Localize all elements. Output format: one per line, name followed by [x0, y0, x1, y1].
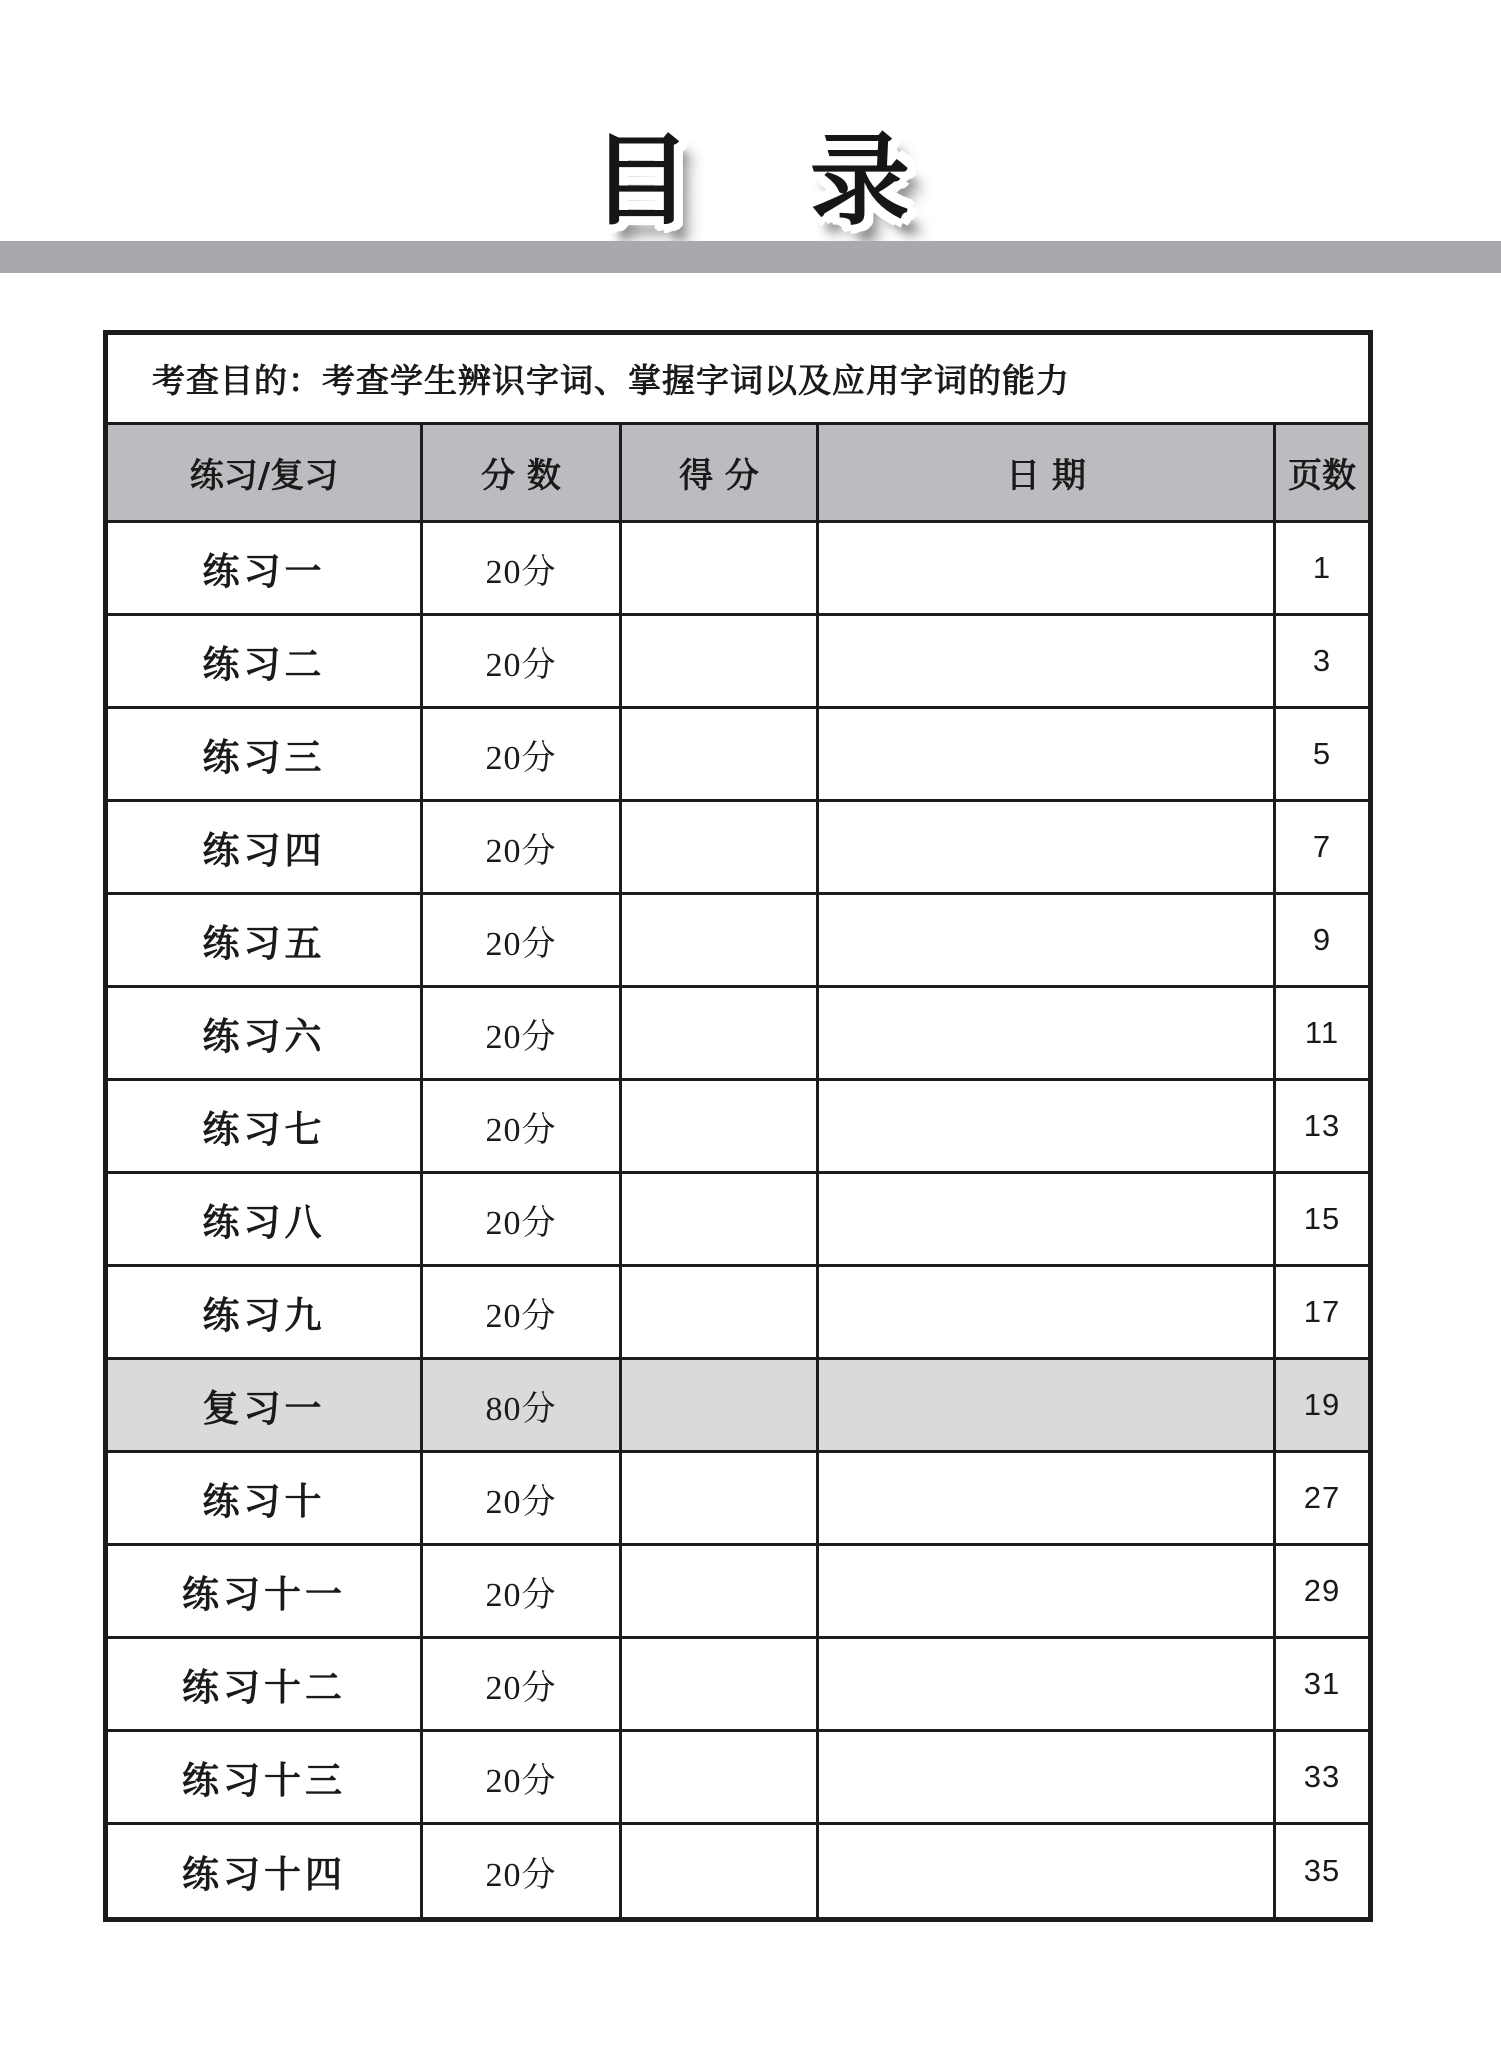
- score-value: 20分: [423, 1174, 622, 1264]
- date-blank: [819, 1081, 1276, 1171]
- exercise-name: 练习三: [108, 709, 423, 799]
- page-number: 13: [1303, 1108, 1341, 1143]
- date-blank: [819, 802, 1276, 892]
- exercise-name: 练习十一: [108, 1546, 423, 1636]
- column-header-obtained: 得 分: [622, 425, 819, 520]
- table-row: [108, 1453, 1368, 1546]
- score-value: 20分: [423, 1732, 622, 1822]
- page-number: 29: [1303, 1573, 1341, 1608]
- table-row: [108, 895, 1368, 988]
- score-value: 20分: [423, 1267, 622, 1357]
- exercise-name: 练习七: [108, 1081, 423, 1171]
- obtained-score-blank: [622, 1546, 819, 1636]
- table-row: [108, 988, 1368, 1081]
- exercise-name: 练习一: [108, 523, 423, 613]
- purpose-text: 考查目的：考查学生辨识字词、掌握字词以及应用字词的能力: [152, 361, 1070, 400]
- date-blank: [819, 523, 1276, 613]
- score-value: 20分: [423, 1453, 622, 1543]
- table-row: [108, 1639, 1368, 1732]
- obtained-score-blank: [622, 616, 819, 706]
- date-blank: [819, 616, 1276, 706]
- exercise-name: 练习十四: [108, 1825, 423, 1917]
- table-row: [108, 1825, 1368, 1917]
- date-blank: [819, 1453, 1276, 1543]
- date-blank: [819, 1639, 1276, 1729]
- date-blank: [819, 988, 1276, 1078]
- score-value: 20分: [423, 1081, 622, 1171]
- table-row: [108, 1732, 1368, 1825]
- page-number: 1: [1312, 550, 1332, 585]
- table-row: [108, 1174, 1368, 1267]
- score-value: 20分: [423, 709, 622, 799]
- score-value: 20分: [423, 988, 622, 1078]
- page-number: 17: [1303, 1294, 1341, 1329]
- obtained-score-blank: [622, 709, 819, 799]
- page-number: 3: [1312, 643, 1332, 678]
- exercise-name: 练习二: [108, 616, 423, 706]
- score-value: 20分: [423, 1825, 622, 1917]
- exercise-name: 练习六: [108, 988, 423, 1078]
- date-blank: [819, 1732, 1276, 1822]
- score-value: 20分: [423, 616, 622, 706]
- page-number: 15: [1303, 1201, 1341, 1236]
- date-blank: [819, 1267, 1276, 1357]
- table-row: [108, 1546, 1368, 1639]
- obtained-score-blank: [622, 1360, 819, 1450]
- date-blank: [819, 709, 1276, 799]
- toc-table: [103, 330, 1373, 1922]
- page-number: 7: [1312, 829, 1332, 864]
- table-row: [108, 523, 1368, 616]
- table-row: [108, 1267, 1368, 1360]
- exercise-name: 练习十三: [108, 1732, 423, 1822]
- obtained-score-blank: [622, 1825, 819, 1917]
- exercise-name: 练习五: [108, 895, 423, 985]
- date-blank: [819, 895, 1276, 985]
- table-row: [108, 616, 1368, 709]
- date-blank: [819, 1174, 1276, 1264]
- page-number: 19: [1303, 1387, 1341, 1422]
- obtained-score-blank: [622, 1267, 819, 1357]
- table-row: [108, 709, 1368, 802]
- obtained-score-blank: [622, 1639, 819, 1729]
- exercise-name: 复习一: [108, 1360, 423, 1450]
- column-header-page: 页数: [1288, 456, 1356, 496]
- date-blank: [819, 1360, 1276, 1450]
- page-number: 31: [1303, 1666, 1341, 1701]
- table-body: [108, 523, 1368, 1917]
- date-blank: [819, 1546, 1276, 1636]
- column-header-date: 日 期: [819, 425, 1276, 520]
- exercise-name: 练习九: [108, 1267, 423, 1357]
- score-value: 20分: [423, 1546, 622, 1636]
- score-value: 20分: [423, 523, 622, 613]
- exercise-name: 练习十二: [108, 1639, 423, 1729]
- exercise-name: 练习八: [108, 1174, 423, 1264]
- exercise-name: 练习十: [108, 1453, 423, 1543]
- page-title-wrap: [0, 100, 1501, 244]
- table-row: [108, 1360, 1368, 1453]
- divider-bar: [0, 241, 1501, 273]
- obtained-score-blank: [622, 1081, 819, 1171]
- page-number: 9: [1312, 922, 1332, 957]
- obtained-score-blank: [622, 988, 819, 1078]
- column-header-exercise: 练习/复习: [108, 425, 423, 520]
- table-row: [108, 1081, 1368, 1174]
- obtained-score-blank: [622, 895, 819, 985]
- page-title: 目 录: [591, 122, 952, 239]
- obtained-score-blank: [622, 523, 819, 613]
- obtained-score-blank: [622, 802, 819, 892]
- column-header-score: 分 数: [423, 425, 622, 520]
- table-header-row: [108, 425, 1368, 523]
- obtained-score-blank: [622, 1453, 819, 1543]
- page-number: 11: [1304, 1015, 1340, 1050]
- page-number: 5: [1312, 736, 1332, 771]
- score-value: 80分: [423, 1360, 622, 1450]
- purpose-banner: [108, 335, 1368, 425]
- page-number: 33: [1303, 1759, 1341, 1794]
- exercise-name: 练习四: [108, 802, 423, 892]
- page-number: 35: [1303, 1853, 1341, 1888]
- page-number: 27: [1303, 1480, 1341, 1515]
- obtained-score-blank: [622, 1174, 819, 1264]
- table-row: [108, 802, 1368, 895]
- score-value: 20分: [423, 895, 622, 985]
- obtained-score-blank: [622, 1732, 819, 1822]
- score-value: 20分: [423, 1639, 622, 1729]
- date-blank: [819, 1825, 1276, 1917]
- score-value: 20分: [423, 802, 622, 892]
